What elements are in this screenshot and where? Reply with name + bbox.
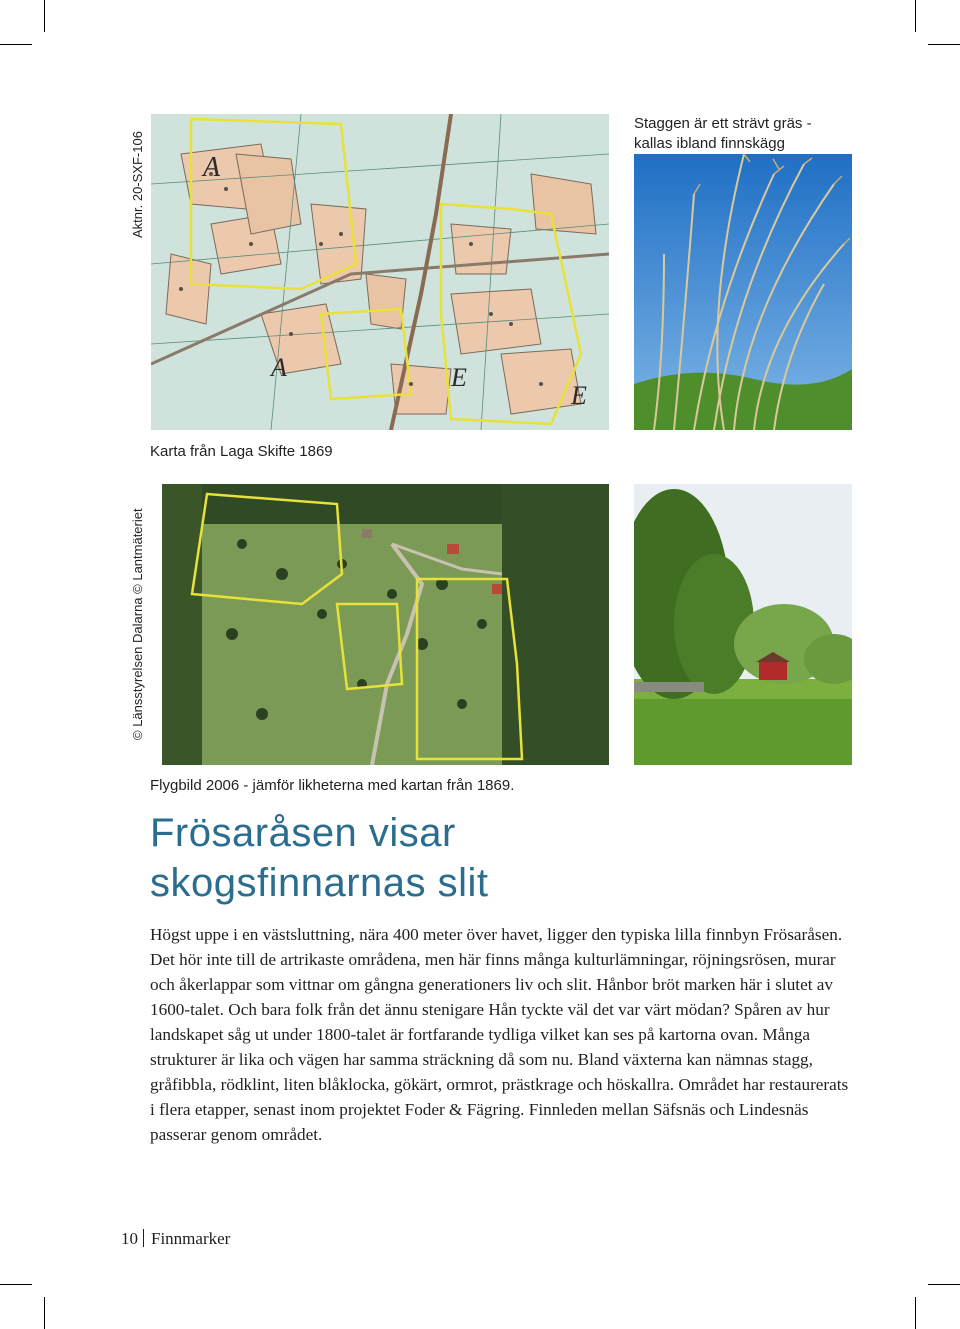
page-footer xyxy=(121,1229,230,1249)
aerial-photo xyxy=(162,484,609,765)
footer-divider xyxy=(143,1229,144,1247)
historical-map-image xyxy=(151,114,609,430)
crop-mark xyxy=(44,0,45,32)
crop-mark xyxy=(0,1284,32,1285)
title-line-2: skogsfinnarnas slit xyxy=(150,861,489,905)
grass-caption: Staggen är ett strävt gräs - kallas ibland finnskägg xyxy=(634,115,812,152)
section-name: Finnmarker xyxy=(151,1229,231,1248)
map-letter: E xyxy=(571,381,587,410)
crop-mark xyxy=(928,1284,960,1285)
article-title xyxy=(150,808,489,908)
grass-photo xyxy=(634,154,852,430)
crop-mark xyxy=(44,1297,45,1329)
page-number: 10 xyxy=(121,1229,138,1248)
aerial-caption: Flygbild 2006 - jämför likheterna med kartan från 1869. xyxy=(150,777,515,794)
crop-mark xyxy=(915,0,916,32)
map-letter: A xyxy=(203,152,221,183)
landscape-photo xyxy=(634,484,852,765)
map-letter: E xyxy=(451,363,467,392)
map-caption: Karta från Laga Skifte 1869 xyxy=(150,443,333,460)
archive-number-label: Aktnr. 20-SXF-106 xyxy=(130,131,145,238)
copyright-label: © Länsstyrelsen Dalarna © Lantmäteriet xyxy=(130,508,145,740)
map-letter: A xyxy=(271,353,287,382)
article-body: Högst uppe i en västsluttning, nära 400 meter över havet, ligger den typiska lilla finnbyn Frösaråsen. Det hör inte till de artrikaste områdena, men här finns många kulturlämningar, röjningsrösen, murar och åkerlappar som vittnar om gångna generationers liv och slit. Hånbor bröt marken här i slutet av 1600-talet. Och bara folk från det ännu stenigare Hån tyckte väl det var värt mödan? Spåren av hur landskapet såg ut under 1800-talet är fortfarande tydliga vilket kan ses på kartorna ovan. Många strukturer är lika och vägen har samma sträckning då som nu. Bland växterna kan nämnas stagg, gråfibbla, rödklint, liten blåklocka, gökärt, ormrot, prästkrage och höskallra. Området har restaurerats i flera etapper, senast inom projektet Foder & Fägring. Finnleden mellan Säfsnäs och Lindesnäs passerar genom området. xyxy=(150,925,849,1144)
crop-mark xyxy=(0,44,32,45)
title-line-1: Frösaråsen visar xyxy=(150,811,456,855)
crop-mark xyxy=(915,1297,916,1329)
crop-mark xyxy=(928,44,960,45)
